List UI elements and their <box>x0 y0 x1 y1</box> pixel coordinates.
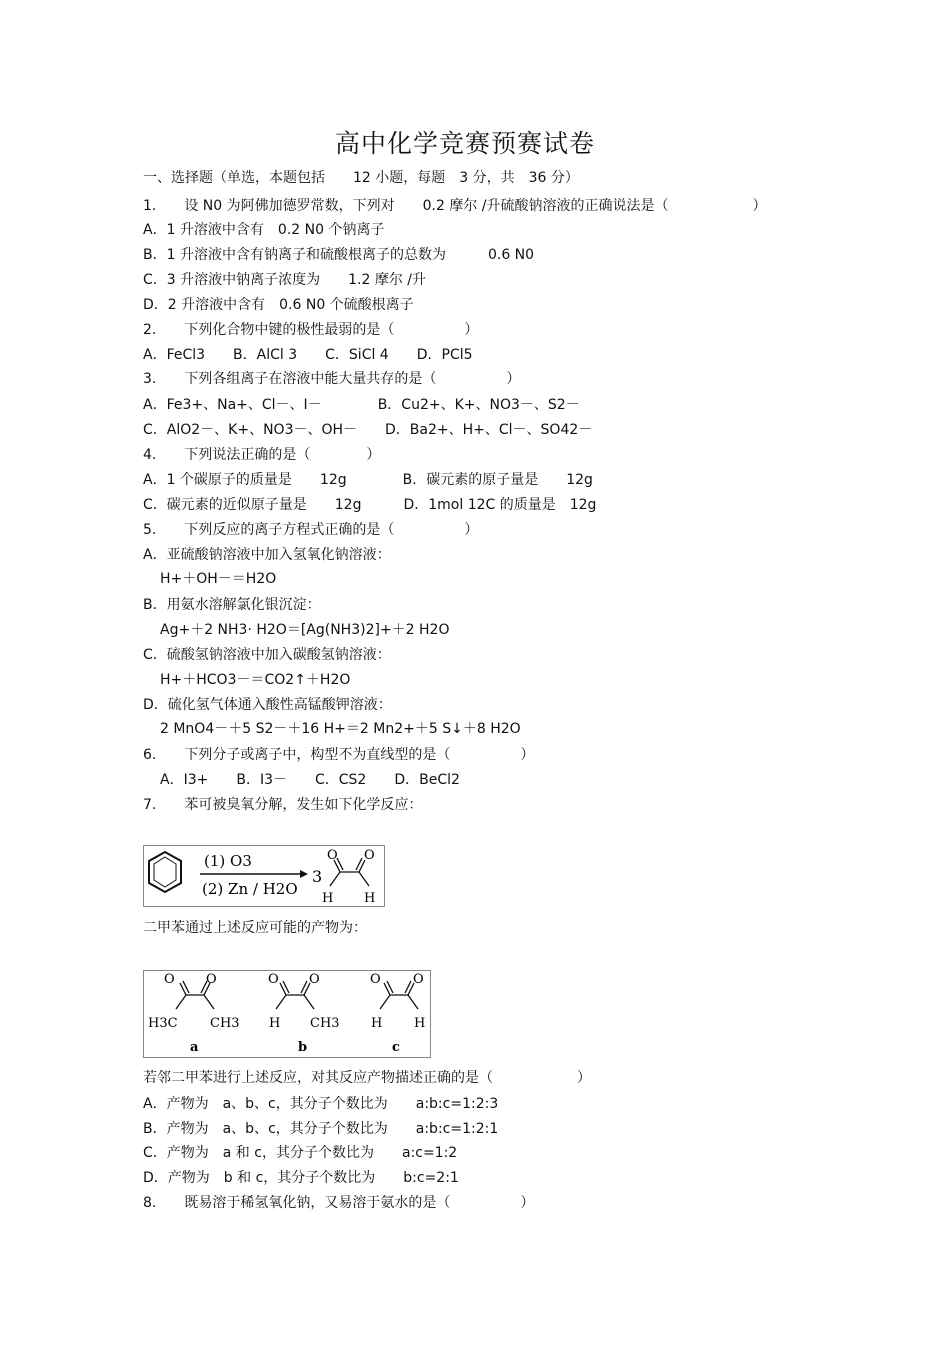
question-7-option-b: B．产物为 a、b、c，其分子个数比为 a:b:c=1:2:1 <box>143 1121 499 1137</box>
svg-text:O: O <box>309 972 320 987</box>
svg-text:O: O <box>268 972 279 987</box>
svg-text:H: H <box>364 891 376 906</box>
section-header: 一、选择题（单选，本题包括 12 小题，每题 3 分，共 36 分） <box>143 170 579 186</box>
svg-text:O: O <box>370 972 381 987</box>
stoichiometric-coefficient: 3 <box>312 867 323 886</box>
question-6-options: A．I3+ B．I3－ C．CS2 D．BeCl2 <box>160 772 460 788</box>
question-7-option-c: C．产物为 a 和 c，其分子个数比为 a:c=1:2 <box>143 1145 458 1161</box>
question-7-prompt: 若邻二甲苯进行上述反应，对其反应产物描述正确的是（ ） <box>143 1070 591 1086</box>
question-6-stem: 6. 下列分子或离子中，构型不为直线型的是（ ） <box>143 747 535 763</box>
question-1-stem: 1. 设 N0 为阿佛加德罗常数，下列对 0.2 摩尔 /升硫酸钠溶液的正确说法是（ ） <box>143 198 767 214</box>
reagent-step-1: (1) O3 <box>204 852 252 870</box>
svg-text:H3C: H3C <box>148 1016 178 1031</box>
svg-text:O: O <box>206 972 217 987</box>
question-5-equation-a: H+＋OH－＝H2O <box>160 571 277 587</box>
question-5-equation-d: 2 MnO4－＋5 S2－＋16 H+＝2 Mn2+＋5 S↓＋8 H2O <box>160 721 521 737</box>
question-5-option-c: C．硫酸氢钠溶液中加入碳酸氢钠溶液： <box>143 647 391 663</box>
svg-text:H: H <box>414 1016 426 1031</box>
candidate-products-figure <box>143 970 431 1058</box>
svg-text:H: H <box>371 1016 383 1031</box>
question-5-option-d: D．硫化氢气体通入酸性高锰酸钾溶液： <box>143 697 392 713</box>
svg-text:H: H <box>322 891 334 906</box>
benzene-inner-ring <box>154 857 176 887</box>
svg-text:O: O <box>413 972 424 987</box>
question-7-option-a: A．产物为 a、b、c，其分子个数比为 a:b:c=1:2:3 <box>143 1096 499 1112</box>
svg-text:CH3: CH3 <box>210 1016 240 1031</box>
question-7-option-d: D．产物为 b 和 c，其分子个数比为 b:c=2:1 <box>143 1170 459 1186</box>
question-1-option-d: D．2 升溶液中含有 0.6 N0 个硫酸根离子 <box>143 297 414 313</box>
question-7-stem: 7. 苯可被臭氧分解，发生如下化学反应： <box>143 797 423 813</box>
benzene-ozonolysis-scheme <box>143 845 385 907</box>
question-5-option-b: B．用氨水溶解氯化银沉淀： <box>143 597 321 613</box>
svg-text:H: H <box>269 1016 281 1031</box>
xylene-products-prompt: 二甲苯通过上述反应可能的产物为： <box>143 920 367 936</box>
question-1-option-a: A．1 升溶液中含有 0.2 N0 个钠离子 <box>143 222 385 238</box>
question-3-options-cd: C．AlO2－、K+、NO3－、OH－ D．Ba2+、H+、Cl－、SO42－ <box>143 422 593 438</box>
svg-text:O: O <box>327 848 338 863</box>
question-3-options-ab: A．Fe3+、Na+、Cl－、I－ B．Cu2+、K+、NO3－、S2－ <box>143 397 580 413</box>
products-graphic <box>144 971 430 1057</box>
question-5-equation-b: Ag+＋2 NH3· H2O＝[Ag(NH3)2]+＋2 H2O <box>160 622 450 638</box>
svg-text:O: O <box>364 848 375 863</box>
svg-text:CH3: CH3 <box>310 1016 340 1031</box>
question-1-option-c: C．3 升溶液中钠离子浓度为 1.2 摩尔 /升 <box>143 272 427 288</box>
svg-text:O: O <box>164 972 175 987</box>
question-5-option-a: A．亚硫酸钠溶液中加入氢氧化钠溶液： <box>143 547 391 563</box>
question-3-stem: 3. 下列各组离子在溶液中能大量共存的是（ ） <box>143 371 521 387</box>
question-2-stem: 2. 下列化合物中键的极性最弱的是（ ） <box>143 322 479 338</box>
question-5-equation-c: H+＋HCO3－＝CO2↑＋H2O <box>160 672 351 688</box>
question-4-options-cd: C．碳元素的近似原子量是 12g D．1mol 12C 的质量是 12g <box>143 497 597 513</box>
question-1-option-b: B．1 升溶液中含有钠离子和硫酸根离子的总数为 0.6 N0 <box>143 247 535 263</box>
page-title: 高中化学竞赛预赛试卷 <box>334 129 595 158</box>
question-8-stem: 8. 既易溶于稀氢氧化钠，又易溶于氨水的是（ ） <box>143 1195 535 1211</box>
question-4-stem: 4. 下列说法正确的是（ ） <box>143 447 381 463</box>
label-b: b <box>298 1040 308 1055</box>
reagent-step-2: (2) Zn / H2O <box>202 880 298 898</box>
label-a: a <box>190 1040 199 1055</box>
reaction-scheme-graphic <box>144 846 384 906</box>
question-4-options-ab: A．1 个碳原子的质量是 12g B．碳元素的原子量是 12g <box>143 472 593 488</box>
question-2-options: A．FeCl3 B．AlCl 3 C．SiCl 4 D．PCl5 <box>143 347 473 363</box>
label-c: c <box>392 1040 400 1055</box>
reaction-arrowhead <box>300 870 308 878</box>
question-5-stem: 5. 下列反应的离子方程式正确的是（ ） <box>143 522 479 538</box>
